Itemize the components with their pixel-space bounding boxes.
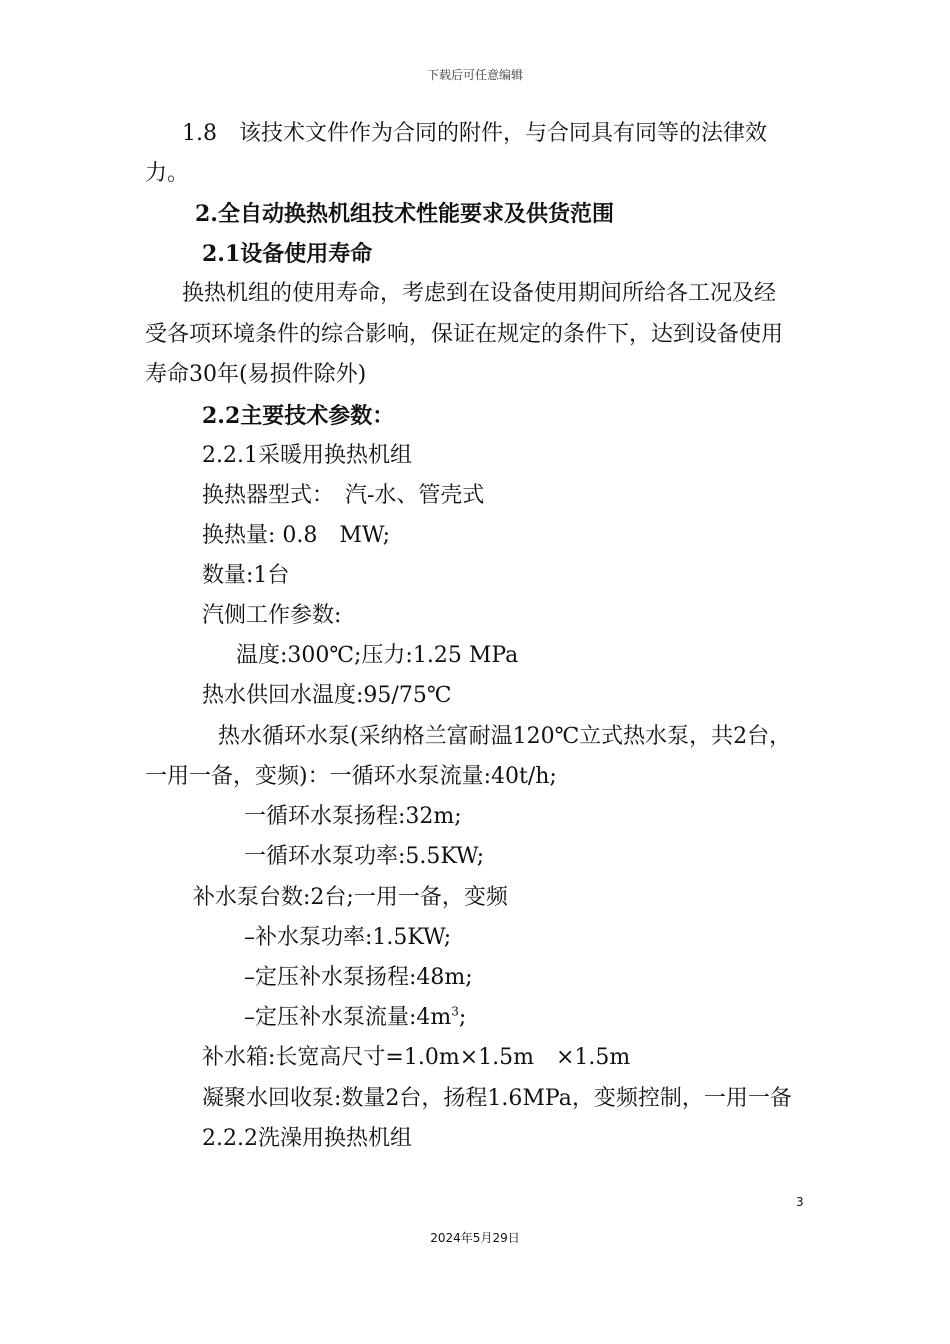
- spec-circulation-pump-head: 一循环水泵扬程:32m;: [244, 804, 462, 829]
- subsection-heading-2-2: 2.2主要技术参数：: [202, 403, 395, 429]
- paragraph-line-2: 力。: [145, 161, 190, 186]
- spec-condensate-pump: 凝聚水回收泵:数量2台，扬程1.6MPa，变频控制，一用一备: [202, 1086, 792, 1111]
- spec-circulation-pump-flow: 一用一备，变频)：一循环水泵流量:40t/h;: [145, 764, 557, 789]
- page-header: 下载后可任意编辑: [426, 68, 523, 82]
- spec-water-temperature: 热水供回水温度:95/75℃: [202, 683, 452, 708]
- paragraph-line-5: 换热机组的使用寿命，考虑到在设备使用期间所给各工况及经: [182, 281, 777, 306]
- item-heading-2-2-1: 2.2.1采暖用换热机组: [202, 443, 412, 468]
- superscript-cubed: 3: [451, 1004, 459, 1019]
- section-heading-2: 2.全自动换热机组技术性能要求及供货范围: [195, 201, 614, 227]
- spec-circulation-pump: 热水循环水泵(采纳格兰富耐温120℃立式热水泵，共2台，: [218, 724, 792, 749]
- footer-date: 2024年5月29日: [430, 1231, 520, 1245]
- spec-circulation-pump-power: 一循环水泵功率:5.5KW;: [244, 844, 485, 869]
- spec-pressure-pump-flow-text: –定压补水泵流量:4m: [244, 1005, 452, 1030]
- spec-temperature-pressure: 温度:300℃;压力:1.25 MPa: [236, 643, 519, 668]
- spec-makeup-pump-power: –补水泵功率:1.5KW;: [244, 925, 452, 950]
- spec-steam-side-params: 汽侧工作参数:: [202, 603, 342, 628]
- spec-heat-capacity: 换热量: 0.8 MW;: [202, 523, 391, 548]
- paragraph-line-7: 寿命30年(易损件除外): [145, 362, 367, 387]
- spec-exchanger-type: 换热器型式： 汽-水、管壳式: [202, 483, 485, 508]
- subsection-heading-2-1: 2.1设备使用寿命: [202, 241, 373, 267]
- paragraph-line-1: 1.8 该技术文件作为合同的附件，与合同具有同等的法律效: [182, 121, 767, 146]
- paragraph-line-6: 受各项环境条件的综合影响，保证在规定的条件下，达到设备使用: [145, 322, 784, 347]
- spec-pressure-pump-head: –定压补水泵扬程:48m;: [244, 965, 473, 990]
- spec-makeup-pump-count: 补水泵台数:2台;一用一备，变频: [193, 885, 508, 910]
- spec-pressure-pump-flow: [244, 1003, 466, 1033]
- spec-quantity: 数量:1台: [202, 563, 290, 588]
- page-number: 3: [796, 1195, 804, 1209]
- spec-pressure-pump-flow-tail: ;: [458, 1005, 467, 1030]
- spec-makeup-tank: 补水箱:长宽高尺寸=1.0m×1.5m ×1.5m: [202, 1045, 631, 1070]
- item-heading-2-2-2: 2.2.2洗澡用换热机组: [202, 1126, 412, 1151]
